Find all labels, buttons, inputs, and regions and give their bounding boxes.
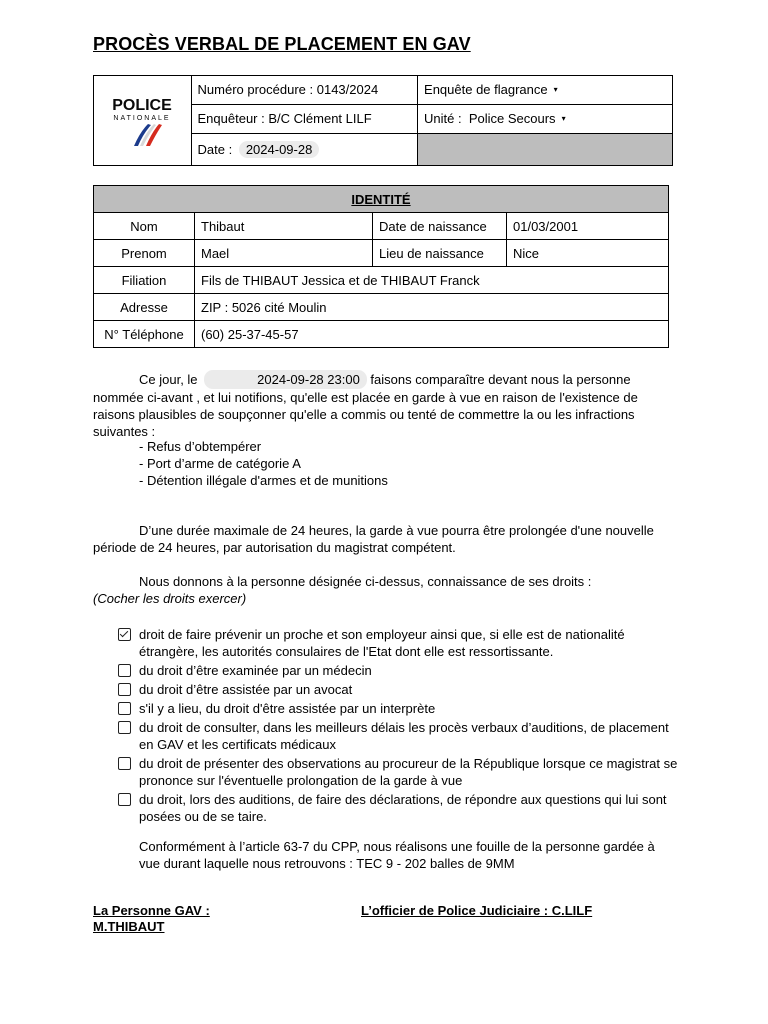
infraction-item: - Refus d’obtempérer [139,439,262,454]
checkbox-checked[interactable] [118,628,131,641]
filiation-label: Filiation [94,267,195,294]
right-label: du droit d’être assistée par un avocat [139,682,353,697]
logo-line2: NATIONALE [113,115,171,122]
prenom-label: Prenom [94,240,195,267]
checkbox[interactable] [118,757,131,770]
enquete-type-value: Enquête de flagrance [424,82,548,98]
birth-place-label: Lieu de naissance [373,240,507,267]
right-label: du droit d’être examinée par un médecin [139,663,372,678]
right-item [118,662,678,679]
right-item [118,719,678,753]
telephone-label: N° Téléphone [94,321,195,348]
empty-grey-cell [418,133,673,165]
right-item [118,700,678,717]
unite-label: Unité : [424,111,462,127]
officer-signature: L’officier de Police Judiciaire : C.LILF [361,903,593,918]
right-item [118,626,678,660]
nom-label: Nom [94,213,195,240]
paragraph-search: Conformément à l’article 63-7 du CPP, nous réalisons une fouille de la personne gardée à vue durant laquelle nous retrouvons : TEC 9 - 202 balles de 9MM [139,839,655,871]
right-label: du droit, lors des auditions, de faire des déclarations, de répondre aux questions qui lui sont posées ou de se taire. [139,792,667,824]
person-name: M.THIBAUT [93,919,165,934]
filiation-value: Fils de THIBAUT Jessica et de THIBAUT Franck [195,267,669,294]
enquete-type-dropdown[interactable] [418,76,673,105]
unite-value: Police Secours [468,111,556,127]
datetime-chip[interactable]: 2024-09-28 23:00 [204,370,367,389]
document-title: PROCÈS VERBAL DE PLACEMENT EN GAV [93,34,471,54]
paragraph1-after: faisons comparaître devant nous la personne nommée ci-avant , et lui notifions, qu'elle est placée en garde à vue en raison de l'existence de raisons plausibles de soupçonner qu'elle a commis ou tenté de commettre la ou les infractions suivantes : [93,372,638,439]
identity-table [93,185,669,348]
right-label: s'il y a lieu, du droit d'être assistée par un interprète [139,701,436,716]
paragraph-rights-intro: Nous donnons à la personne désignée ci-dessus, connaissance de ses droits : [139,574,592,589]
identity-title: IDENTITÉ [94,186,669,213]
person-signature [93,903,210,935]
enqueteur-field: Enquêteur : B/C Clément LILF [191,104,418,133]
right-item [118,791,678,825]
procedure-number: Numéro procédure : 0143/2024 [191,76,418,105]
checkbox[interactable] [118,721,131,734]
paragraph-notification [93,370,673,440]
dropdown-arrow-icon: ▾ [561,114,566,124]
checkbox[interactable] [118,664,131,677]
telephone-value: (60) 25-37-45-57 [195,321,669,348]
paragraph-duration: D’une durée maximale de 24 heures, la garde à vue pourra être prolongée d'une nouvelle période de 24 heures, par autorisation du magistrat compétent. [93,523,654,555]
date-field [191,133,418,165]
unite-dropdown[interactable] [418,104,673,133]
right-item [118,755,678,789]
infraction-item: - Détention illégale d'armes et de munitions [139,473,388,488]
dropdown-arrow-icon: ▾ [553,85,558,95]
rights-checklist [118,626,678,827]
logo-line1: POLICE [112,97,173,114]
date-chip[interactable]: 2024-09-28 [239,141,320,158]
person-label: La Personne GAV : [93,903,210,918]
infractions-list [139,438,388,489]
police-logo [94,76,192,166]
right-label: droit de faire prévenir un proche et son employeur ainsi que, si elle est de nationalité étrangère, les autorités consulaires de l'Etat dont elle est ressortissante. [139,627,625,659]
header-table [93,75,673,166]
rights-instruction: (Cocher les droits exercer) [93,591,247,606]
paragraph1-before: Ce jour, le [139,372,202,387]
birth-date-value: 01/03/2001 [507,213,669,240]
right-label: du droit de présenter des observations au procureur de la République lorsque ce magistrat se prononce sur l'éventuelle prolongation de la garde à vue [139,756,678,788]
nom-value: Thibaut [195,213,373,240]
police-nationale-logo-icon [96,88,188,150]
infraction-item: - Port d’arme de catégorie A [139,456,301,471]
right-item [118,681,678,698]
checkbox[interactable] [118,683,131,696]
adresse-label: Adresse [94,294,195,321]
checkbox[interactable] [118,702,131,715]
birth-date-label: Date de naissance [373,213,507,240]
checkbox[interactable] [118,793,131,806]
adresse-value: ZIP : 5026 cité Moulin [195,294,669,321]
birth-place-value: Nice [507,240,669,267]
date-label: Date : [197,141,233,157]
prenom-value: Mael [195,240,373,267]
right-label: du droit de consulter, dans les meilleurs délais les procès verbaux d’auditions, de placement en GAV et les certificats médicaux [139,720,669,752]
